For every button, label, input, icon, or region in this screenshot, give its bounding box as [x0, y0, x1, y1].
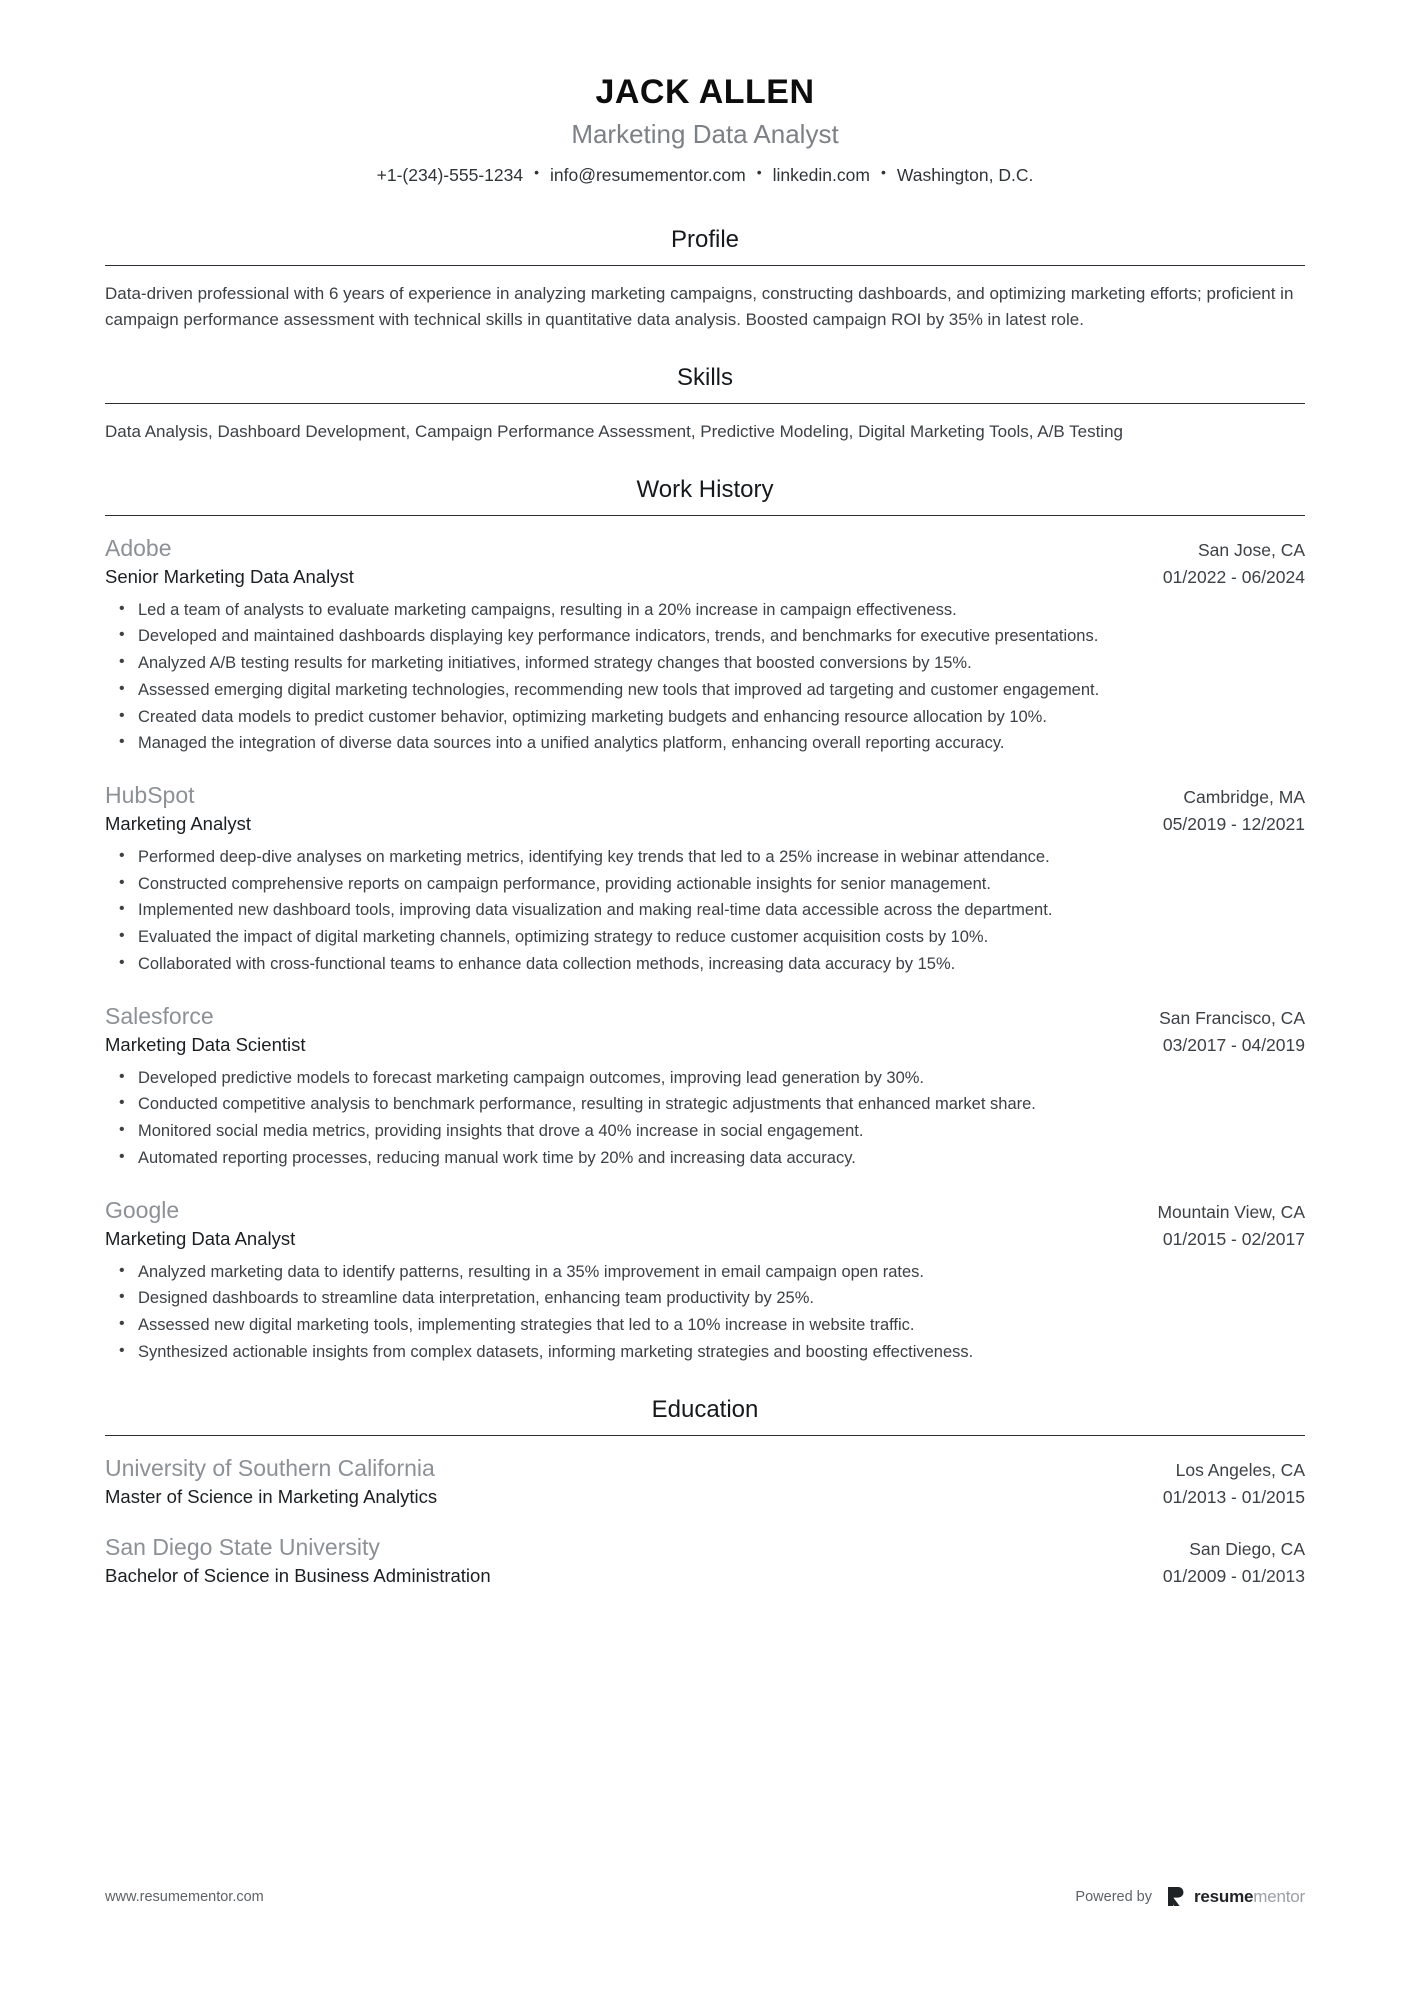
work-entry-list	[105, 516, 1305, 1365]
brand-text-bold: resume	[1194, 1886, 1254, 1906]
work-location: Mountain View, CA	[1157, 1201, 1305, 1222]
work-bullet-item: • Constructed comprehensive reports on campaign performance, providing actionable insights for senior management.	[105, 872, 1305, 897]
work-entry-header-row	[105, 780, 1305, 811]
education-entry-header-row	[105, 1453, 1305, 1484]
footer-branding	[1075, 1886, 1305, 1907]
contact-separator: •	[880, 164, 886, 181]
work-entry-role-row	[105, 811, 1305, 837]
work-bullet-item: • Analyzed marketing data to identify patterns, resulting in a 35% improvement in email campaign open rates.	[105, 1260, 1305, 1285]
section-title-education: Education	[651, 1395, 759, 1423]
education-location: Los Angeles, CA	[1175, 1459, 1305, 1480]
resumementor-wordmark	[1194, 1887, 1305, 1907]
work-date-range: 01/2022 - 06/2024	[1162, 566, 1305, 587]
work-bullet-item: • Developed predictive models to forecast marketing campaign outcomes, improving lead generation by 30%.	[105, 1066, 1305, 1091]
work-date-range: 05/2019 - 12/2021	[1162, 814, 1305, 835]
work-bullet-item: • Designed dashboards to streamline data interpretation, enhancing team productivity by 25%.	[105, 1286, 1305, 1311]
contact-item[interactable]: Washington, D.C.	[896, 164, 1034, 185]
work-entry-header-row	[105, 1001, 1305, 1032]
section-profile	[105, 225, 1305, 333]
education-entry-degree-row	[105, 1563, 1305, 1589]
work-bullet-item: • Implemented new dashboard tools, improving data visualization and making real-time data accessible across the department.	[105, 898, 1305, 923]
skills-text: Data Analysis, Dashboard Development, Campaign Performance Assessment, Predictive Modeling, Digital Marketing Tools, A/B Testing	[105, 421, 1123, 441]
work-date-range: 01/2015 - 02/2017	[1162, 1228, 1305, 1249]
education-degree: Bachelor of Science in Business Administration	[105, 1564, 491, 1586]
work-role-title: Marketing Data Scientist	[105, 1033, 306, 1055]
education-entry-list	[105, 1436, 1305, 1589]
work-entry	[105, 780, 1305, 977]
work-entry-role-row	[105, 1226, 1305, 1252]
work-bullet-item: • Conducted competitive analysis to benchmark performance, resulting in strategic adjustments that enhanced market share.	[105, 1092, 1305, 1117]
work-entry	[105, 1001, 1305, 1171]
work-bullet-item: • Automated reporting processes, reducing manual work time by 20% and increasing data accuracy.	[105, 1146, 1305, 1171]
work-role-title: Marketing Data Analyst	[105, 1227, 296, 1249]
work-bullet-item: • Created data models to predict customer behavior, optimizing marketing budgets and enhancing resource allocation by 10%.	[105, 705, 1305, 730]
work-bullet-item: • Analyzed A/B testing results for marketing initiatives, informed strategy changes that boosted conversions by 15%.	[105, 651, 1305, 676]
work-bullet-item: • Monitored social media metrics, providing insights that drove a 40% increase in social engagement.	[105, 1119, 1305, 1144]
work-bullet-list	[105, 1066, 1305, 1171]
section-work-history	[105, 475, 1305, 1365]
contact-item[interactable]: +1-(234)-555-1234	[376, 164, 524, 185]
work-company-name: Salesforce	[105, 1002, 214, 1029]
section-skills	[105, 363, 1305, 445]
education-entry	[105, 1453, 1305, 1510]
page-footer	[105, 1886, 1305, 1907]
education-date-range: 01/2013 - 01/2015	[1162, 1486, 1305, 1507]
work-bullet-item: • Assessed new digital marketing tools, implementing strategies that led to a 10% increase in website traffic.	[105, 1313, 1305, 1338]
work-bullet-item: • Managed the integration of diverse data sources into a unified analytics platform, enhancing overall reporting accuracy.	[105, 731, 1305, 756]
work-role-title: Senior Marketing Data Analyst	[105, 565, 354, 587]
contact-separator: •	[756, 164, 762, 181]
section-education	[105, 1395, 1305, 1589]
candidate-name: JACK ALLEN	[595, 73, 815, 111]
education-school-name: San Diego State University	[105, 1533, 380, 1560]
contact-item[interactable]: linkedin.com	[772, 164, 870, 185]
work-bullet-item: • Collaborated with cross-functional teams to enhance data collection methods, increasing data accuracy by 15%.	[105, 952, 1305, 977]
work-bullet-item: • Assessed emerging digital marketing technologies, recommending new tools that improved ad targeting and customer engagement.	[105, 678, 1305, 703]
work-bullet-item: • Synthesized actionable insights from complex datasets, informing marketing strategies and boosting effectiveness.	[105, 1340, 1305, 1365]
contact-separator: •	[534, 164, 539, 181]
work-entry-header-row	[105, 1195, 1305, 1226]
work-location: Cambridge, MA	[1183, 787, 1305, 808]
work-date-range: 03/2017 - 04/2019	[1162, 1034, 1305, 1055]
section-title-profile: Profile	[670, 226, 740, 254]
powered-by-label: Powered by	[1075, 1888, 1152, 1905]
education-degree: Master of Science in Marketing Analytics	[105, 1485, 438, 1507]
brand-text-light: mentor	[1253, 1886, 1305, 1906]
work-bullet-list	[105, 845, 1305, 977]
education-date-range: 01/2009 - 01/2013	[1162, 1565, 1305, 1586]
contact-line	[105, 163, 1305, 188]
section-title-work-history: Work History	[636, 475, 774, 503]
resumementor-logo	[1166, 1886, 1305, 1907]
work-role-title: Marketing Analyst	[105, 813, 252, 835]
resumementor-mark-icon	[1166, 1886, 1187, 1907]
work-bullet-item: • Led a team of analysts to evaluate marketing campaigns, resulting in a 20% increase in campaign effectiveness.	[105, 598, 1305, 623]
work-company-name: Adobe	[105, 534, 172, 561]
education-entry-header-row	[105, 1532, 1305, 1563]
work-location: San Jose, CA	[1198, 539, 1305, 560]
work-bullet-list	[105, 1260, 1305, 1365]
education-location: San Diego, CA	[1189, 1538, 1305, 1559]
work-entry-role-row	[105, 1032, 1305, 1058]
work-entry	[105, 533, 1305, 756]
work-location: San Francisco, CA	[1159, 1007, 1305, 1028]
education-entry	[105, 1532, 1305, 1589]
work-entry	[105, 1195, 1305, 1365]
footer-website-url[interactable]: www.resumementor.com	[105, 1888, 264, 1905]
work-entry-header-row	[105, 533, 1305, 564]
section-title-skills: Skills	[676, 363, 733, 391]
work-bullet-item: • Evaluated the impact of digital marketing channels, optimizing strategy to reduce customer acquisition costs by 10%.	[105, 925, 1305, 950]
work-company-name: HubSpot	[105, 782, 195, 809]
resume-header	[105, 72, 1305, 187]
work-bullet-list	[105, 598, 1305, 757]
candidate-job-title: Marketing Data Analyst	[571, 119, 839, 150]
work-entry-role-row	[105, 564, 1305, 590]
profile-text: Data-driven professional with 6 years of experience in analyzing marketing campaigns, constructing dashboards, and optimizing marketing efforts; proficient in campaign performance assessment with technical skills in quantitative data analysis. Boosted campaign ROI by 35% in latest role.	[105, 284, 1294, 329]
education-entry-degree-row	[105, 1484, 1305, 1510]
education-school-name: University of Southern California	[105, 1454, 435, 1481]
work-bullet-item: • Developed and maintained dashboards displaying key performance indicators, trends, and benchmarks for executive presentations.	[105, 624, 1305, 649]
work-bullet-item: • Performed deep-dive analyses on marketing metrics, identifying key trends that led to a 25% increase in webinar attendance.	[105, 845, 1305, 870]
contact-item[interactable]: info@resumementor.com	[549, 164, 746, 185]
work-company-name: Google	[105, 1196, 180, 1223]
